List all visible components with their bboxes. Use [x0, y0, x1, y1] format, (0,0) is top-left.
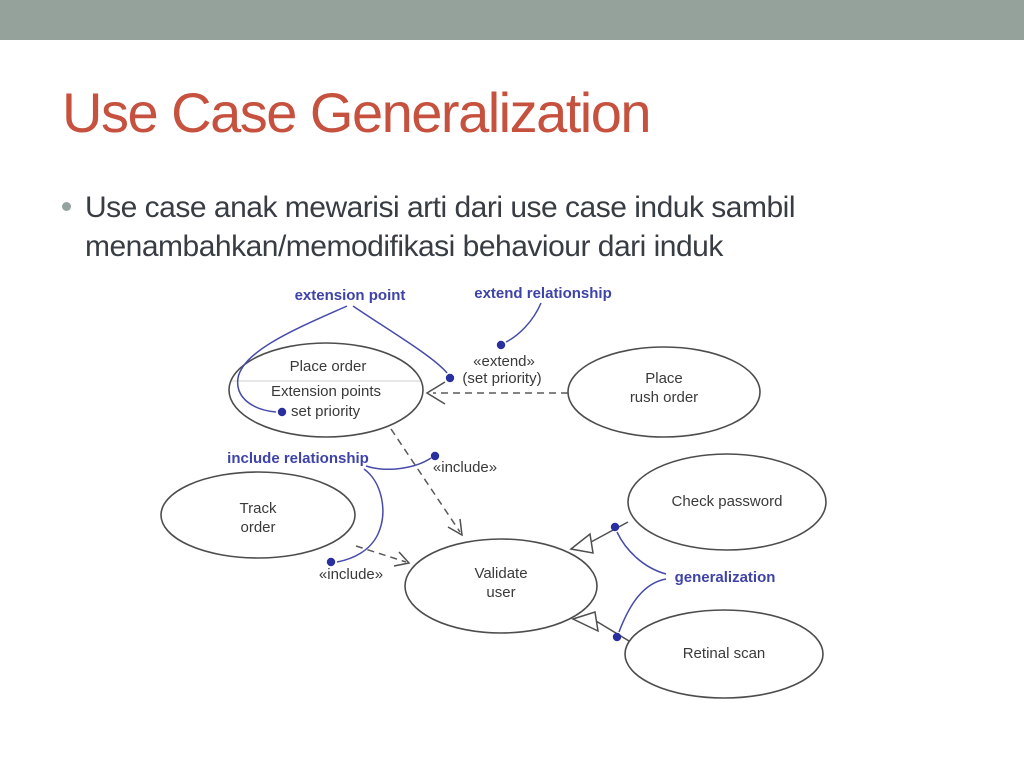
callout-generalization-upper — [617, 532, 666, 574]
track-order-line2: order — [240, 519, 276, 536]
validate-user-line2: user — [486, 584, 516, 601]
stereotype-extend-argument: (set priority) — [462, 370, 542, 387]
bullet-text — [85, 188, 956, 266]
annotation-extension-point: extension point — [294, 287, 406, 304]
callout-dot-set-priority-label — [446, 374, 454, 382]
annotation-include-relationship: include relationship — [227, 450, 369, 467]
callout-dot-extend — [497, 341, 505, 349]
callout-dot-include-lower — [327, 558, 335, 566]
use-case-label-check-password: Check password — [671, 493, 783, 510]
callout-dot-generalization-lower — [613, 633, 621, 641]
bullet-line-2: menambahkan/memodifikasi behaviour dari induk — [85, 230, 723, 263]
use-case-label-place-order: Place order — [289, 358, 367, 375]
include-dashed-line-place-order — [391, 429, 460, 532]
use-case-label-validate-user — [474, 564, 527, 602]
use-case-label-place-rush-order — [630, 369, 698, 407]
bullet-line-1: Use case anak mewarisi arti dari use case induk sambil — [85, 191, 795, 224]
place-rush-order-line2: rush order — [629, 389, 699, 406]
use-case-label-retinal-scan: Retinal scan — [682, 645, 766, 662]
generalization-triangle-upper-icon — [571, 534, 593, 553]
place-order-compartment-label: Extension points — [270, 383, 382, 400]
page-title: Use Case Generalization — [62, 81, 651, 144]
callout-dot-extension-point-inside — [278, 408, 286, 416]
stereotype-include-lower: «include» — [318, 566, 384, 583]
callout-dot-generalization-upper — [611, 523, 619, 531]
use-case-diagram — [150, 280, 860, 710]
bullet-icon — [62, 202, 71, 211]
place-rush-order-line1: Place — [645, 370, 683, 387]
use-case-label-track-order — [240, 499, 277, 537]
header-bar — [0, 0, 1024, 40]
callout-extend-relationship — [506, 303, 541, 342]
annotation-generalization: generalization — [674, 569, 776, 586]
callout-include-relationship-upper — [366, 458, 431, 469]
generalization-line-retinal-scan — [596, 621, 629, 641]
annotation-extend-relationship: extend relationship — [474, 285, 612, 302]
bullet-item — [56, 188, 956, 266]
place-order-extension-point-item: set priority — [291, 403, 361, 420]
generalization-line-check-password — [591, 522, 628, 542]
stereotype-extend: «extend» — [473, 353, 535, 370]
stereotype-include-upper: «include» — [432, 459, 498, 476]
include-dashed-line-track-order — [356, 546, 406, 562]
include-arrowhead-upper-icon — [448, 519, 462, 535]
track-order-line1: Track — [239, 500, 277, 517]
validate-user-line1: Validate — [474, 565, 528, 582]
